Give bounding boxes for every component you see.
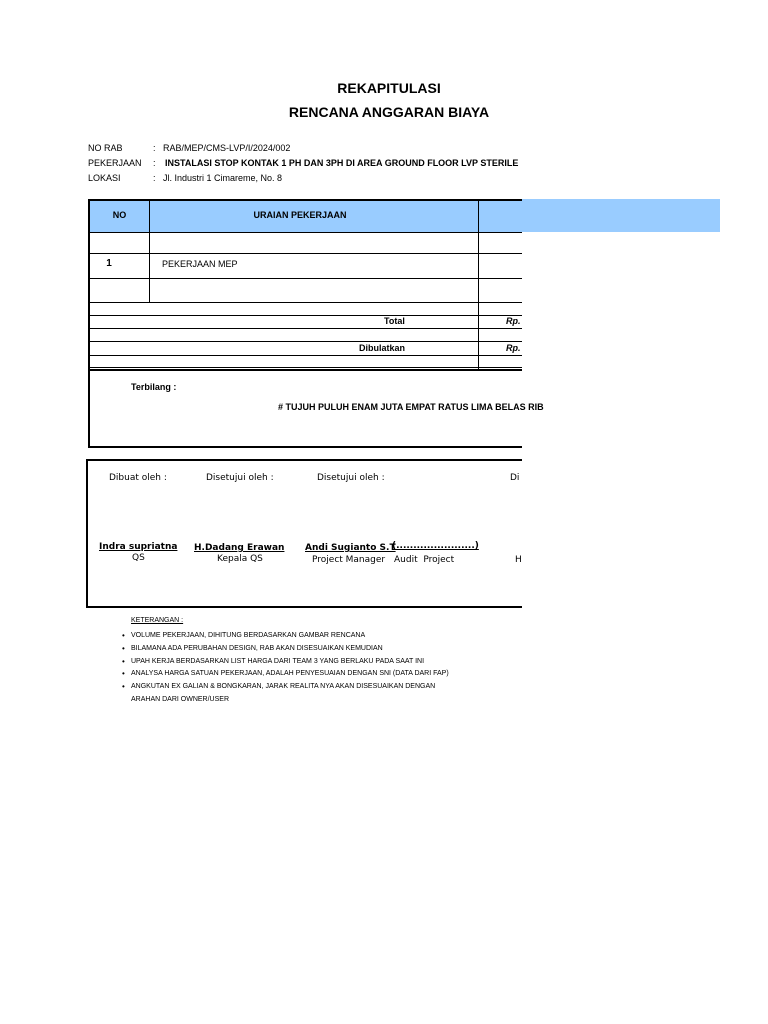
total-label: Total xyxy=(384,316,405,326)
row-no: 1 xyxy=(106,258,112,269)
bullet-icon: • xyxy=(122,682,125,692)
pekerjaan-sep: : xyxy=(153,158,156,168)
doc-title-line1: REKAPITULASI xyxy=(337,80,441,96)
sig-role-2: Kepala QS xyxy=(217,554,263,564)
note-item: • BILAMANA ADA PERUBAHAN DESIGN, RAB AKAN DISESUAIKAN KEMUDIAN xyxy=(122,643,449,656)
pekerjaan-value: INSTALASI STOP KONTAK 1 PH DAN 3PH DI AREA GROUND FLOOR LVP STERILE xyxy=(165,158,519,168)
dibulatkan-label: Dibulatkan xyxy=(359,343,406,353)
sig-name-2: H.Dadang Erawan xyxy=(194,543,285,553)
sig-name-1: Indra supriatna xyxy=(99,542,178,552)
lokasi-label: LOKASI xyxy=(88,173,121,183)
sig-name-3: Andi Sugianto S.T xyxy=(305,543,396,553)
pekerjaan-label: PEKERJAAN xyxy=(88,158,142,168)
lokasi-value: Jl. Industri 1 Cimareme, No. 8 xyxy=(163,173,283,183)
bullet-icon: • xyxy=(122,643,125,653)
note-item: • ANGKUTAN EX GALIAN & BONGKARAN, JARAK REALITA NYA AKAN DISESUAIKAN DENGAN xyxy=(122,681,449,694)
sig-role-3: Project Manager xyxy=(312,555,386,565)
note-item-continuation: ARAHAN DARI OWNER/USER xyxy=(131,695,230,703)
bullet-icon: • xyxy=(122,631,125,640)
doc-title-line2: RENCANA ANGGARAN BIAYA xyxy=(288,104,490,120)
no-rab-value: RAB/MEP/CMS-LVP/I/2024/002 xyxy=(163,143,291,153)
dibulatkan-currency: Rp. xyxy=(506,343,521,353)
sig-label-3: Disetujui oleh : xyxy=(317,473,385,483)
terbilang-box xyxy=(88,369,544,448)
note-item: • VOLUME PEKERJAAN, DIHITUNG BERDASARKAN GAMBAR RENCANA xyxy=(122,630,449,643)
col-header-uraian: URAIAN PEKERJAAN xyxy=(253,210,347,220)
bullet-icon: • xyxy=(122,669,125,679)
note-item: • UPAH KERJA BERDASARKAN LIST HARGA DARI TEAM 3 YANG BERLAKU PADA SAAT INI xyxy=(122,656,449,669)
no-rab-label: NO RAB xyxy=(88,143,123,153)
notes-list xyxy=(122,630,449,707)
sig-role-5: H xyxy=(515,555,522,565)
terbilang-value: # TUJUH PULUH ENAM JUTA EMPAT RATUS LIMA BELAS RIB xyxy=(278,402,544,412)
no-rab-sep: : xyxy=(153,143,156,153)
bullet-icon: • xyxy=(122,656,125,666)
row-uraian: PEKERJAAN MEP xyxy=(162,259,238,269)
sig-label-2: Disetujui oleh : xyxy=(206,473,274,483)
sig-role-1: QS xyxy=(132,553,145,563)
sig-label-5: Di xyxy=(510,473,520,483)
lokasi-sep: : xyxy=(153,173,156,183)
col-header-no: NO xyxy=(112,210,127,220)
rab-table xyxy=(88,199,522,371)
sig-name-4: (.......................) xyxy=(392,541,479,551)
sig-label-1: Dibuat oleh : xyxy=(109,473,167,483)
note-item: • ANALYSA HARGA SATUAN PEKERJAAN, ADALAH PENYESUAIAN DENGAN SNI (DATA DARI FAP) xyxy=(122,668,449,681)
total-currency: Rp. xyxy=(506,316,521,326)
notes-title: KETERANGAN : xyxy=(131,617,184,624)
sig-role-4: Audit Project xyxy=(394,555,455,565)
terbilang-label: Terbilang : xyxy=(131,382,177,392)
